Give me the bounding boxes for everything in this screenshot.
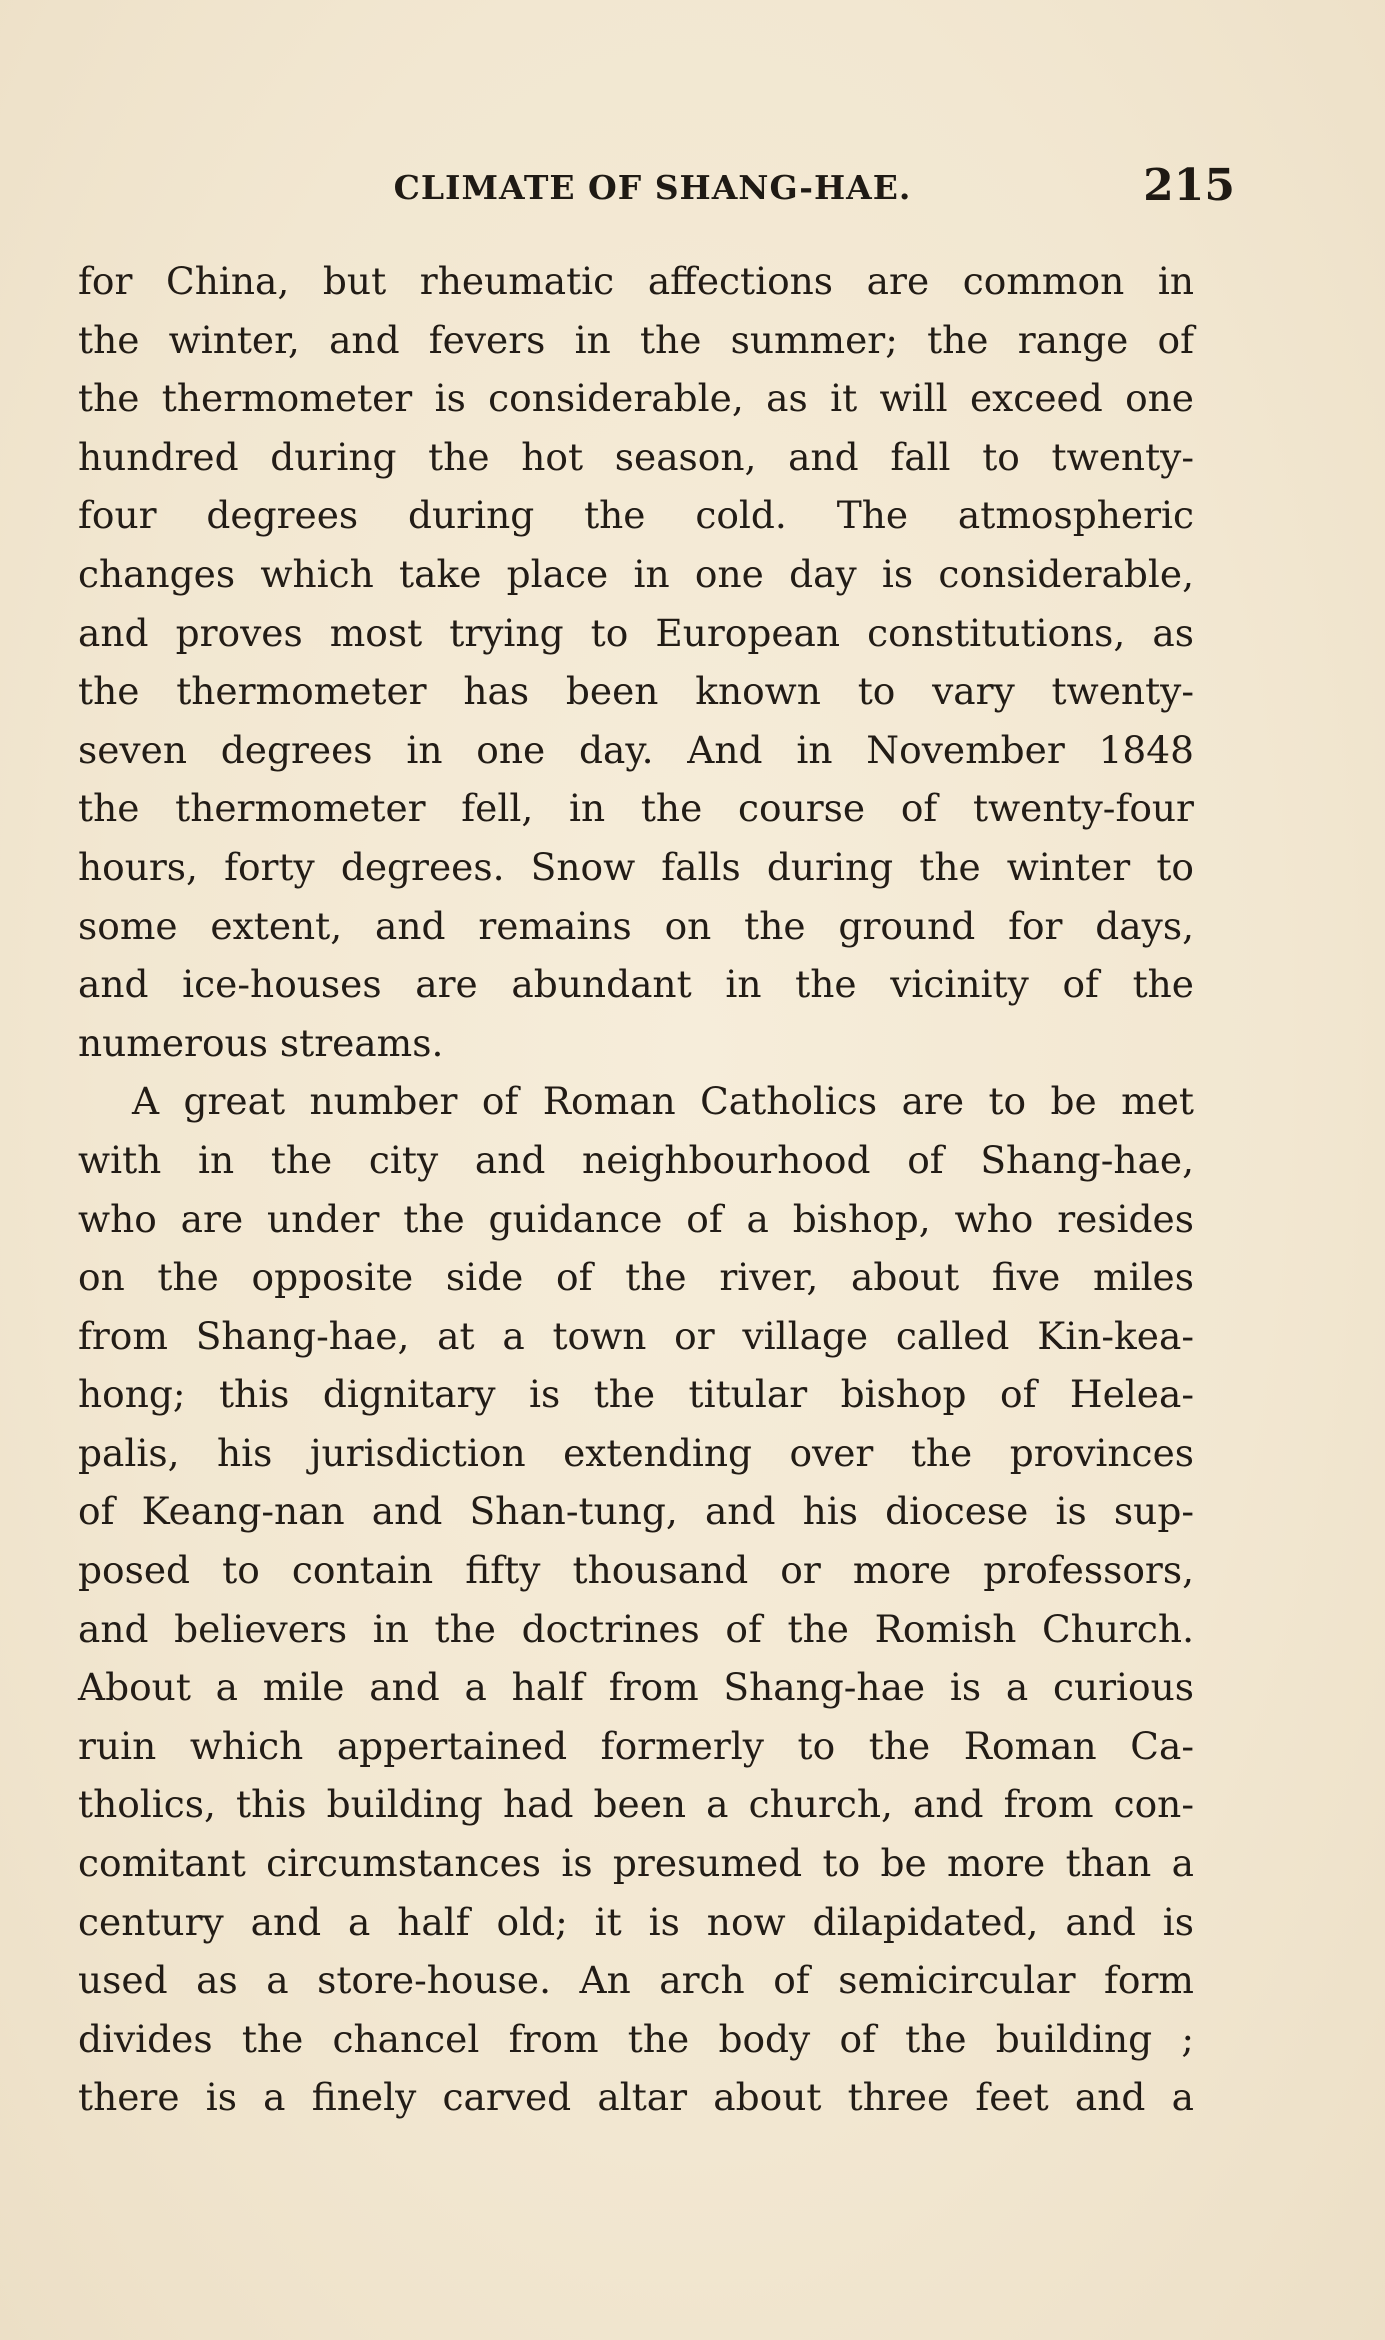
text-line: A great number of Roman Catholics are to be met bbox=[132, 1079, 1194, 1124]
text-line: and ice-houses are abundant in the vicinity of the bbox=[78, 962, 1194, 1007]
text-line: some extent, and remains on the ground for days, bbox=[78, 903, 1194, 948]
text-line: of Keang-nan and Shan-tung, and his diocese is sup- bbox=[78, 1489, 1194, 1534]
text-line: divides the chancel from the body of the building ; bbox=[78, 2016, 1194, 2061]
text-line: and proves most trying to European constitutions, as bbox=[78, 610, 1194, 655]
text-line: the thermometer fell, in the course of twenty-four bbox=[78, 786, 1194, 831]
text-line: on the opposite side of the river, about five miles bbox=[78, 1255, 1194, 1300]
text-line: the thermometer is considerable, as it will exceed one bbox=[78, 376, 1194, 421]
text-line: hundred during the hot season, and fall to twenty- bbox=[78, 434, 1194, 479]
text-line: century and a half old; it is now dilapidated, and is bbox=[78, 1899, 1194, 1944]
text-line: from Shang-hae, at a town or village called Kin-kea- bbox=[78, 1313, 1194, 1358]
text-line: tholics, this building had been a church, and from con- bbox=[78, 1782, 1194, 1827]
text-line: changes which take place in one day is considerable, bbox=[78, 551, 1194, 596]
page-header bbox=[70, 160, 1235, 220]
text-line: seven degrees in one day. And in November 1848 bbox=[78, 727, 1194, 772]
text-line: and believers in the doctrines of the Romish Church. bbox=[78, 1606, 1194, 1651]
text-line: four degrees during the cold. The atmospheric bbox=[78, 493, 1194, 538]
text-line: the thermometer has been known to vary twenty- bbox=[78, 669, 1194, 714]
text-line: ruin which appertained formerly to the Roman Ca- bbox=[78, 1723, 1194, 1768]
text-line: comitant circumstances is presumed to be more than a bbox=[78, 1841, 1194, 1886]
text-line: the winter, and fevers in the summer; the range of bbox=[78, 317, 1194, 362]
running-head: CLIMATE OF SHANG-HAE. bbox=[393, 168, 912, 207]
text-line: hours, forty degrees. Snow falls during the winter to bbox=[78, 844, 1194, 889]
text-line: for China, but rheumatic affections are common in bbox=[78, 259, 1194, 303]
text-line: used as a store-house. An arch of semicircular form bbox=[78, 1958, 1194, 2003]
body-text bbox=[78, 252, 1194, 2127]
text-line: with in the city and neighbourhood of Shang-hae, bbox=[78, 1137, 1194, 1182]
text-line: hong; this dignitary is the titular bishop of Helea- bbox=[78, 1372, 1194, 1417]
text-line: posed to contain fifty thousand or more professors, bbox=[78, 1548, 1194, 1593]
page-number: 215 bbox=[1143, 160, 1235, 211]
text-line: About a mile and a half from Shang-hae is a curious bbox=[78, 1665, 1194, 1710]
text-line: who are under the guidance of a bishop, who resides bbox=[78, 1196, 1194, 1241]
text-line: there is a finely carved altar about three feet and a bbox=[78, 2075, 1194, 2120]
text-line: palis, his jurisdiction extending over the provinces bbox=[78, 1430, 1194, 1475]
text-line: numerous streams. bbox=[78, 1020, 444, 1065]
